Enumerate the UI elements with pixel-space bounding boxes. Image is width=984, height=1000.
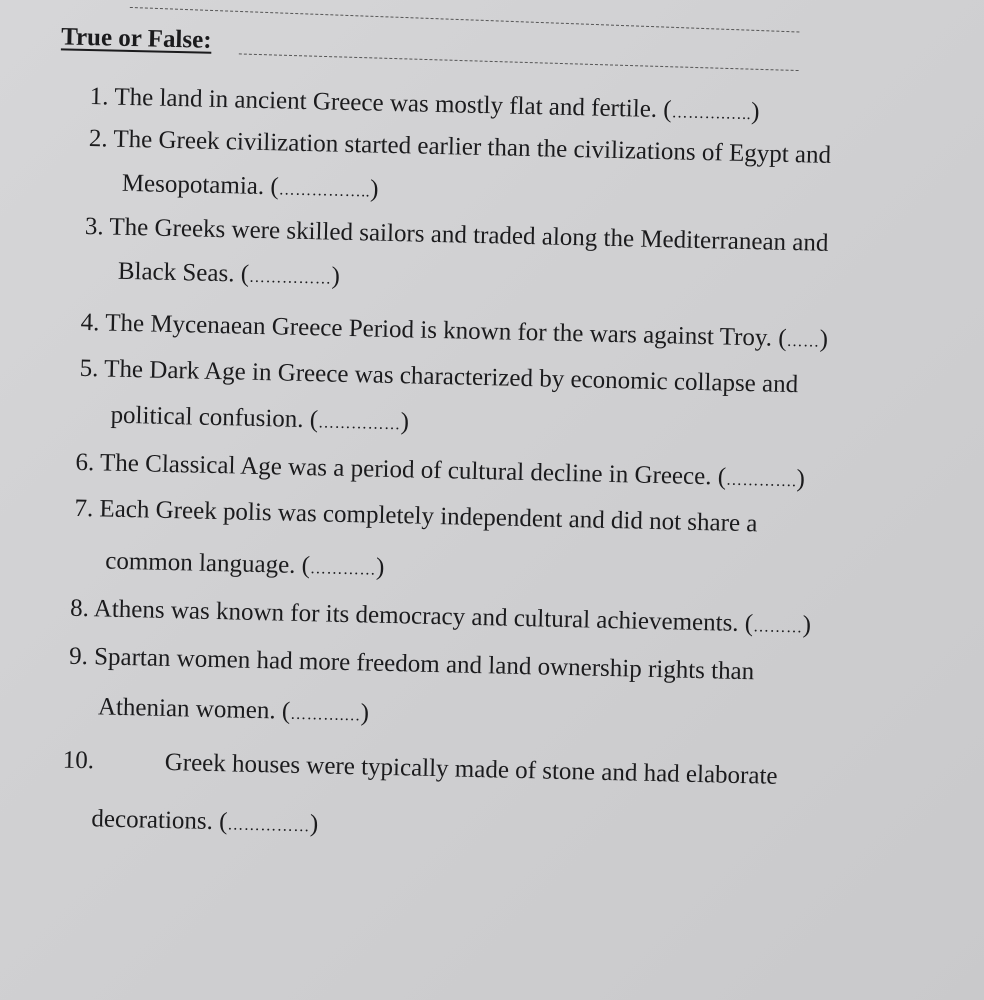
- question-text: The land in ancient Greece was mostly flat and fertile. (: [114, 83, 672, 124]
- question-text: The Dark Age in Greece was characterized by economic collapse and: [103, 355, 799, 399]
- question-text-end: ): [819, 325, 829, 353]
- question-number: 8.: [69, 594, 90, 623]
- question-text: Athens was known for its democracy and cultural achievements. (: [93, 595, 754, 638]
- question-text: The Greek civilization started earlier than the civilizations of Egypt and: [113, 125, 832, 169]
- question-text: The Classical Age was a period of cultural decline in Greece. (: [99, 449, 727, 491]
- question-number: 3.: [84, 212, 104, 241]
- question-text-end: ): [369, 175, 379, 203]
- question-text: Greek houses were typically made of stone and had elaborate: [164, 748, 778, 790]
- dashed-line-top: [130, 7, 800, 33]
- section-heading: True or False:: [60, 23, 212, 54]
- answer-blank[interactable]: …………: [309, 560, 377, 579]
- question-text: The Greeks were skilled sailors and traded along the Mediterranean and: [109, 213, 829, 257]
- question-8: [70, 594, 812, 644]
- answer-blank[interactable]: ……….…: [289, 705, 361, 725]
- question-number: 7.: [74, 494, 94, 523]
- answer-blank[interactable]: ……………..: [278, 181, 371, 201]
- question-7: [74, 494, 758, 539]
- answer-blank[interactable]: ………….: [725, 471, 797, 491]
- question-2-line-2: [121, 169, 378, 208]
- question-5: [79, 354, 798, 400]
- answer-blank[interactable]: ……………: [317, 414, 401, 434]
- question-text-end: ): [400, 408, 410, 436]
- question-number: 4.: [80, 308, 100, 337]
- question-number: 5.: [79, 354, 99, 383]
- question-text: Athenian women. (: [97, 693, 291, 725]
- question-6: [75, 448, 805, 498]
- question-text: Black Seas. (: [117, 257, 250, 288]
- question-3: [85, 212, 829, 259]
- question-text-end: ): [309, 810, 319, 838]
- question-text: Spartan women had more freedom and land ownership rights than: [93, 643, 755, 686]
- answer-blank[interactable]: ………: [752, 618, 803, 637]
- question-text-end: ): [331, 262, 341, 290]
- question-10-line-2: [91, 804, 319, 842]
- question-number: 2.: [88, 125, 108, 153]
- question-10: [62, 746, 777, 792]
- answer-blank[interactable]: ……………: [248, 268, 332, 288]
- question-text: political confusion. (: [110, 401, 319, 434]
- question-number: 10.: [62, 746, 95, 775]
- question-1: [89, 82, 759, 130]
- answer-blank[interactable]: ……: [786, 332, 820, 351]
- answer-blank[interactable]: ……………: [227, 816, 311, 836]
- dashed-line-heading: [239, 53, 799, 71]
- question-text: The Mycenaean Greece Period is known for the wars against Troy. (: [104, 309, 787, 352]
- question-2: [89, 124, 832, 171]
- question-text-end: ): [360, 699, 370, 727]
- question-9-line-2: [98, 692, 370, 731]
- question-text: Each Greek polis was completely independent and did not share a: [99, 495, 758, 538]
- question-9: [69, 642, 755, 688]
- question-text-end: ): [802, 611, 812, 639]
- question-4: [80, 308, 828, 358]
- question-text-end: ): [375, 553, 385, 581]
- question-text: decorations. (: [91, 805, 228, 836]
- question-text-end: ): [750, 98, 760, 126]
- question-number: 6.: [75, 448, 95, 477]
- answer-blank[interactable]: ……….…..: [671, 104, 752, 124]
- question-5-line-2: [110, 401, 409, 441]
- question-text-end: ): [796, 465, 806, 493]
- question-text: common language. (: [104, 547, 311, 580]
- question-number: 1.: [89, 83, 109, 111]
- question-text: Mesopotamia. (: [121, 169, 280, 201]
- question-3-line-2: [117, 257, 340, 295]
- question-number: 9.: [68, 642, 89, 671]
- question-7-line-2: [105, 547, 385, 586]
